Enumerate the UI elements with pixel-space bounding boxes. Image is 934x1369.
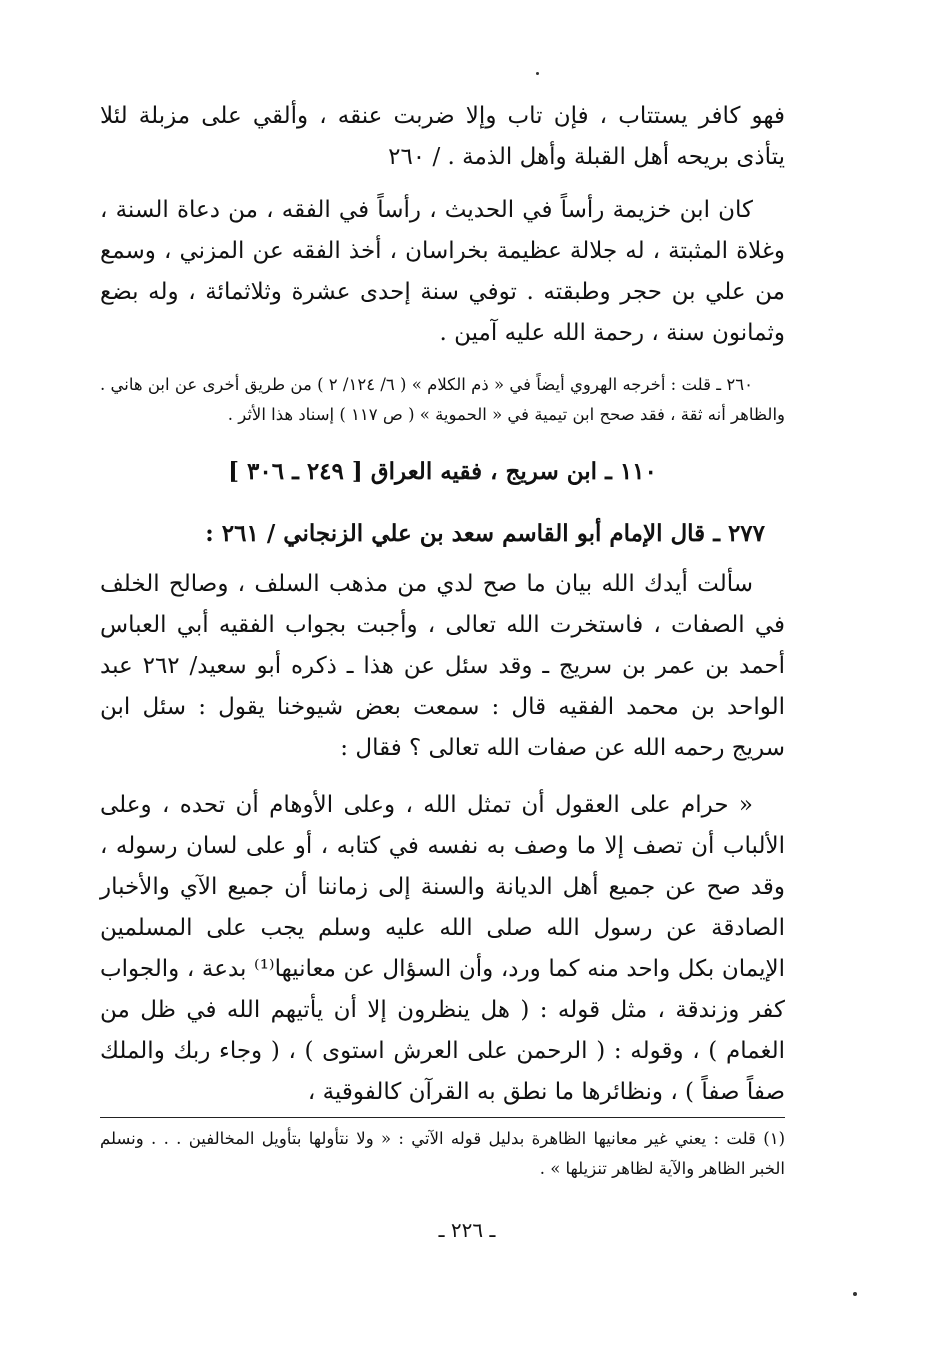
- scan-speck: [536, 72, 539, 75]
- section-subheading: ٢٧٧ ـ قال الإمام أبو القاسم سعد بن علي الزنجاني / ٢٦١ :: [205, 520, 765, 547]
- section-heading: ١١٠ ـ ابن سريج ، فقيه العراق [ ٢٤٩ ـ ٣٠٦ ]: [228, 458, 657, 485]
- page-number: ـ ٢٢٦ ـ: [438, 1218, 496, 1242]
- paragraph-continuation: فهو كافر يستتاب ، فإن تاب وإلا ضربت عنقه ، وألقي على مزبلة لئلا يتأذى بريحه أهل القبلة وأهل الذمة . / ٢٦٠: [100, 103, 785, 170]
- footnote-divider: [100, 1117, 785, 1118]
- footnote-260: ٢٦٠ ـ قلت : أخرجه الهروي أيضاً في « ذم الكلام » ( ٦/ ١٢٤/ ٢ ) من طريق أخرى عن ابن هاني . والظاهر أنه ثقة ، فقد صحح ابن تيمية في « الحموية » ( ص ١١٧ ) إسناد هذا الأثر .: [100, 375, 785, 424]
- footnote-1: (١) قلت : يعني غير معانيها الظاهرة بدليل قوله الآتي : « ولا نتأولها بتأويل المخالفين . . . ونسلم الخبر الظاهر والآية لظاهر تنزيلها » .: [100, 1129, 785, 1178]
- page-body: [100, 96, 785, 1184]
- scan-speck: [853, 1292, 857, 1296]
- paragraph-question: سألت أيدك الله بيان ما صح لدي من مذهب السلف ، وصالح الخلف في الصفات ، فاستخرت الله تعالى ، وأجبت بجواب الفقيه أبي العباس أحمد بن عمر بن سريج ـ وقد سئل عن هذا ـ ذكره أبو سعيد/ ٢٦٢ عبد الواحد بن محمد الفقيه قال : سمعت بعض شيوخنا يقول : سئل ابن سريج رحمه الله عن صفات الله تعالى ؟ فقال :: [100, 571, 785, 761]
- paragraph-answer: « حرام على العقول أن تمثل الله ، وعلى الأوهام أن تحده ، وعلى الألباب أن تصف إلا ما وصف به نفسه في كتابه ، أو على لسان رسوله ، وقد صح عن جميع أهل الديانة والسنة إلى زماننا أن جميع الآي والأخبار الصادقة عن رسول الله صلى الله عليه وسلم يجب على المسلمين الإيمان بكل واحد منه كما ورد، وأن السؤال عن معانيها⁽¹⁾ بدعة ، والجواب كفر وزندقة ، مثل قوله : ( هل ينظرون إلا أن يأتيهم الله في ظل من الغمام ) ، وقوله : ( الرحمن على العرش استوى ) ، ( وجاء ربك والملك صفاً صفاً ) ، ونظائرها ما نطق به القرآن كالفوقية ،: [100, 792, 786, 1105]
- paragraph-ibn-khuzayma: كان ابن خزيمة رأساً في الحديث ، رأساً في الفقه ، من دعاة السنة ، وغلاة المثبتة ، له جلالة عظيمة بخراسان ، أخذ الفقه عن المزني ، وسمع من علي بن حجر وطبقته . توفي سنة إحدى عشرة وثلاثمائة ، وله بضع وثمانون سنة ، رحمة الله عليه آمين .: [100, 197, 785, 346]
